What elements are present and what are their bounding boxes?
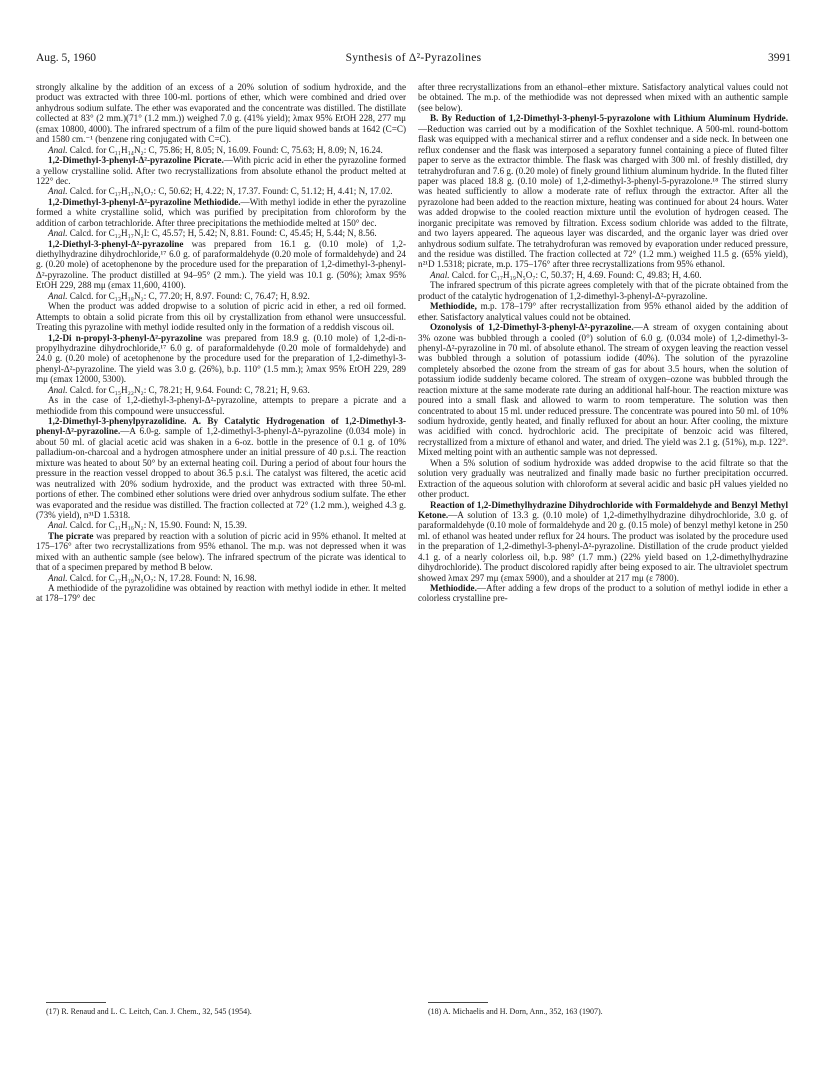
running-header: [36, 52, 791, 68]
paragraph-text: m.p. 178–179° after recrystallization from 95% ethanol aided by the addition of ether. Satisfactory analytical values could not be obtained.: [418, 301, 788, 322]
paragraph-text: after three recrystallizations from an ethanol–ether mixture. Satisfactory analytical values could not be obtained. The m.p. of the methiodide was not depressed when mixed with an authentic sample (see below).: [418, 82, 788, 113]
analysis-label: Anal.: [48, 384, 68, 395]
analysis-label: Anal.: [48, 520, 68, 531]
paragraph-text: When the product was added dropwise to a solution of picric acid in ether, a red oil formed. Attempts to obtain a solid picrate from this oil by crystallization from ethanol were unsuccessful. Treating this pyrazoline with methyl iodide resulted only in the formation of a reddish viscous oil.: [36, 301, 406, 333]
section-heading: 1,2-Dimethyl-3-phenyl-Δ²-pyrazoline Picrate.: [48, 155, 224, 166]
paragraph-plain: [36, 395, 406, 416]
paragraph-anal: [36, 145, 406, 155]
analysis-label: Anal.: [48, 186, 68, 197]
page-number: 3991: [768, 52, 791, 64]
paragraph-head: [36, 416, 406, 520]
paragraph-text: strongly alkaline by the addition of an excess of a 20% solution of sodium hydroxide, and the product was extracted with three 100-ml. portions of ether, which were combined and dried over anhydrous sodium sulfate. The ether was evaporated and the concentrate was distilled. The distillate collected at 83° (2 mm.)(71° (1.2 mm.)) weighed 7.0 g. (41% yield); λmax 95% EtOH 228, 277 mμ (εmax 10800, 4000). The infrared spectrum of a film of the pure liquid showed bands at 1642 (C=C) and 1580 cm.⁻¹ (benzene ring conjugated with C=C).: [36, 82, 406, 145]
paragraph-head: [418, 583, 788, 604]
section-heading: Ozonolysis of 1,2-Dimethyl-3-phenyl-Δ²-pyrazoline.: [430, 322, 634, 333]
paragraph-text: Calcd. for C₁₁H₁₆N₂: N, 15.90. Found: N, 15.39.: [67, 520, 247, 531]
paragraph-plain: [418, 458, 788, 500]
paragraph-text: —With methyl iodide in ether the pyrazoline formed a white crystalline solid, which was purified by precipitation from chloroform by the addition of carbon tetrachloride. After three precipitations the methiodide melted at 150° dec.: [36, 196, 406, 228]
paragraph-text: When a 5% solution of sodium hydroxide was added dropwise to the acid filtrate so that the solution very gradually was neutralized and finally made basic no further precipitation occurred. Extraction of the aqueous solution with chloroform at several acidic and basic pH values yielded no other product.: [418, 457, 788, 500]
paragraph-head: [36, 155, 406, 186]
paragraph-cont: [418, 82, 788, 113]
section-heading: 1,2-Dimethyl-3-phenyl-Δ²-pyrazoline Methiodide.: [48, 196, 241, 207]
paragraph-text: was prepared by reaction with a solution of picric acid in 95% ethanol. It melted at 175–176° after two recrystallizations from 95% ethanol. The m.p. was not depressed when it was mixed with an authentic sample (see below). The infrared spectrum of the picrate was identical to that of a specimen prepared by method B below.: [36, 530, 406, 573]
paragraph-plain: [418, 280, 788, 301]
paragraph-head: [418, 113, 788, 270]
section-heading: Methiodide.: [430, 583, 477, 593]
paragraph-text: Calcd. for C₁₇H₁₉N₅O₇: C, 50.37; H, 4.69. Found: C, 49.83; H, 4.60.: [449, 269, 702, 280]
paragraph-text: As in the case of 1,2-diethyl-3-phenyl-Δ²-pyrazoline, attempts to prepare a picrate and a methiodide from this compound were unsuccessful.: [36, 395, 406, 416]
paragraph-text: was prepared from 16.1 g. (0.10 mole) of 1,2-diethylhydrazine dihydrochloride,¹⁷ 6.0 g. of paraformaldehyde (0.20 mole of formaldehyde) and 24 g. (0.20 mole) of acetophenone by the procedure used for the preparation of 1,2-dimethyl-3-phenyl-Δ²-pyrazoline. The product distilled at 94–95° (2 mm.). The yield was 10.1 g. (50%); λmax 95% EtOH 229, 288 mμ (εmax 11,600, 4100).: [36, 238, 406, 291]
paragraph-head: [36, 531, 406, 573]
paragraph-anal: [36, 520, 406, 530]
paragraph-text: Calcd. for C₁₇H₁₉N₅O₇: N, 17.28. Found: N, 16.98.: [67, 572, 257, 583]
paragraph-text: —After adding a few drops of the product to a solution of methyl iodide in ether a colorless crystalline pre-: [418, 583, 788, 604]
paragraph-text: A methiodide of the pyrazolidine was obtained by reaction with methyl iodide in ether. It melted at 178–179° dec: [36, 583, 406, 604]
paragraph-head: [418, 301, 788, 322]
paragraph-text: —Reduction was carried out by a modification of the Soxhlet technique. A 500-ml. round-bottom flask was equipped with a mechanical stirrer and a reflux condenser and a side neck. In between one reflux condenser and the flask was interposed a separatory funnel containing a piece of fluted filter paper to serve as the extractor thimble. The flask was charged with 300 ml. of freshly distilled, dry tetrahydrofuran and 7.6 g. (0.20 mole) of finely ground lithium aluminum hydride. In the fluted filter paper was placed 18.8 g. (0.10 mole) of 1,2-dimethyl-3-phenyl-5-pyrazolone.¹⁸ The stirred slurry was heated sufficiently to allow a moderate rate of reflux through the extractor. After all the pyrazolone had been added to the reaction mixture, heating was continued for about 24 hours. Water was added dropwise to the cooled reaction mixture until the evolution of hydrogen ceased. The inorganic precipitate was removed by filtration. Excess sodium chloride was added to the filtrate, and two layers appeared. The aqueous layer was discarded, and the organic layer was dried over anhydrous sodium sulfate. The tetrahydrofuran was removed by evaporation under reduced pressure, and the residue was distilled. The fraction collected at 72° (1.2 mm.) weighed 11.5 g. (65% yield), n²¹D 1.5318; picrate, m.p. 175–176° after three recrystallizations from 95% ethanol.: [418, 123, 788, 270]
paragraph-head: [36, 239, 406, 291]
footnote-17: (17) R. Renaud and L. C. Leitch, Can. J. Chem., 32, 545 (1954).: [46, 1007, 252, 1016]
paragraph-text: Calcd. for C₁₇H₁₇N₅O₇: C, 50.62; H, 4.22; N, 17.37. Found: C, 51.12; H, 4.41; N, 17.02.: [67, 186, 393, 197]
paragraph-text: Calcd. for C₁₂H₁₇N₂I: C, 45.57; H, 5.42; N, 8.81. Found: C, 45.45; H, 5.44; N, 8.56.: [67, 228, 377, 239]
paragraph-anal: [36, 291, 406, 301]
header-title: Synthesis of Δ²-Pyrazolines: [345, 52, 482, 64]
analysis-label: Anal.: [430, 269, 450, 280]
section-heading: Reaction of 1,2-Dimethylhydrazine Dihydrochloride with Formaldehyde and Benzyl Methyl Ketone.: [418, 499, 788, 520]
paragraph-head: [36, 197, 406, 228]
paragraph-plain: [36, 301, 406, 332]
paragraph-anal: [36, 573, 406, 583]
paragraph-text: Calcd. for C₁₁H₁₄N₂: C, 75.86; H, 8.05; N, 16.09. Found: C, 75.63; H, 8.09; N, 16.24.: [67, 144, 383, 155]
left-column: [36, 82, 406, 1002]
paragraph-text: The infrared spectrum of this picrate agrees completely with that of the picrate obtained from the product of the catalytic hydrogenation of 1,2-dimethyl-3-phenyl-Δ²-pyrazoline.: [418, 280, 788, 301]
paragraph-anal: [36, 228, 406, 238]
footnote-18: (18) A. Michaelis and H. Dorn, Ann., 352, 163 (1907).: [428, 1007, 603, 1016]
paragraph-text: —A solution of 13.3 g. (0.10 mole) of 1,2-dimethylhydrazine dihydrochloride, 3.0 g. of paraformaldehyde (0.10 mole of formaldehyde and 20 g. (0.15 mole) of benzyl methyl ketone in 250 ml. of ethanol was heated under reflux for 24 hours. The product was isolated by the procedure used in the preparation of 1,2-dimethyl-3-phenyl-Δ²-pyrazoline. Distillation of the crude product yielded 4.1 g. of a nearly colorless oil, b.p. 98° (1.7 mm.) (22% yield based on 1,2-dimethylhydrazine dihydrochloride). The product discolored rapidly after being exposed to air. The ultraviolet spectrum showed λmax 297 mμ (εmax 5900), and a shoulder at 217 mμ (ε 7800).: [418, 509, 788, 583]
section-heading: Methiodide,: [430, 301, 477, 312]
paragraph-text: Calcd. for C₁₅H₂₂N₂: C, 78.21; H, 9.64. Found: C, 78.21; H, 9.63.: [67, 384, 310, 395]
paragraph-cont: [36, 82, 406, 145]
right-column: [418, 82, 788, 1002]
paragraph-head: [418, 322, 788, 458]
footnote-rule-right: [428, 1002, 488, 1003]
paragraph-head: [418, 500, 788, 584]
paragraph-anal: [418, 270, 788, 280]
section-heading: The picrate: [48, 530, 94, 541]
paragraph-text: —With picric acid in ether the pyrazoline formed a yellow crystalline solid. After two recrystallizations from absolute ethanol the product melted at 122° dec.: [36, 155, 406, 186]
section-heading: 1,2-Diethyl-3-phenyl-Δ²-pyrazoline: [48, 238, 184, 249]
section-heading: B. By Reduction of 1,2-Dimethyl-3-phenyl-5-pyrazolone with Lithium Aluminum Hydride.: [430, 113, 788, 124]
analysis-label: Anal.: [48, 144, 68, 155]
paragraph-head: [36, 333, 406, 385]
header-date: Aug. 5, 1960: [36, 52, 97, 64]
paragraph-plain: [36, 583, 406, 604]
paragraph-text: —A 6.0-g. sample of 1,2-dimethyl-3-phenyl-Δ²-pyrazoline (0.034 mole) in about 50 ml. of glacial acetic acid was shaken in a 6-oz. bottle in the presence of 0.1 g. of 10% palladium-on-charcoal and a hydrogen atmosphere under an initial pressure of 40 p.s.i. The reaction mixture was heated to about 50° by an external heating coil. During a period of about four hours the pressure in the reaction vessel dropped to about 36.5 p.s.i. The catalyst was filtered, the acetic acid was neutralized with 20% sodium hydroxide, and the product was extracted with three 50-ml. portions of ether. The combined ether solutions were dried over anhydrous sodium sulfate. The ether was evaporated and the residue was distilled. The fraction collected at 72° (1.2 mm.), weighed 4.3 g. (73% yield), n³¹D 1.5318.: [36, 426, 406, 520]
analysis-label: Anal.: [48, 228, 68, 239]
analysis-label: Anal.: [48, 290, 68, 301]
footnote-rule-left: [46, 1002, 106, 1003]
paragraph-anal: [36, 385, 406, 395]
section-heading: 1,2-Dimethyl-3-phenylpyrazolidine. A. By Catalytic Hydrogenation of 1,2-Dimethyl-3-phenyl-Δ²-pyrazoline.: [36, 416, 406, 437]
section-heading: 1,2-Di n-propyl-3-phenyl-Δ²-pyrazoline: [48, 332, 203, 343]
paragraph-anal: [36, 186, 406, 196]
analysis-label: Anal.: [48, 572, 68, 583]
paragraph-text: Calcd. for C₁₃H₁₈N₂: C, 77.20; H, 8.97. Found: C, 76.47; H, 8.92.: [67, 290, 310, 301]
paragraph-text: —A stream of oxygen containing about 3% ozone was bubbled through a cooled (0°) solution of 6.0 g. (0.034 mole) of 1,2-dimethyl-3-phenyl-Δ²-pyrazoline in 70 ml. of absolute ethanol. The stream of oxygen leaving the reaction vessel was bubbled through a solution of potassium iodide (40%). The solution of the pyrazoline completely absorbed the ozone from the stream of gas for about 3.5 hours, when the solution of potassium iodide suddenly became colored. The stream of oxygen–ozone was bubbled through the reaction mixture at the same moderate rate during an additional half-hour. The reaction mixture was poured into a small flask and allowed to warm to room temperature. The solution was then concentrated to about 15 ml. under reduced pressure. The concentrate was poured into 50 ml. of 10% sodium hydroxide, gently heated, and finally refluxed for about an hour. After cooling, the mixture was acidified with concd. hydrochloric acid. The precipitate of benzoic acid was filtered, recrystallized from a mixture of ethanol and water, and dried. The yield was 2.1 g. (51%), m.p. 122°. Mixed melting point with an authentic sample was not depressed.: [418, 322, 788, 458]
paragraph-text: was prepared from 18.9 g. (0.10 mole) of 1,2-di-n-propylhydrazine dihydrochloride,¹⁷ 6.0 g. of paraformaldehyde (0.20 mole of formaldehyde) and 24.0 g. (0.20 mole) of acetophenone by the procedure used for the preparation of 1,2-dimethyl-3-phenyl-Δ²-pyrazoline. The yield was 3.0 g. (26%), b.p. 110° (1.5 mm.); λmax 95% EtOH 229, 289 mμ (εmax 12000, 5300).: [36, 332, 406, 385]
